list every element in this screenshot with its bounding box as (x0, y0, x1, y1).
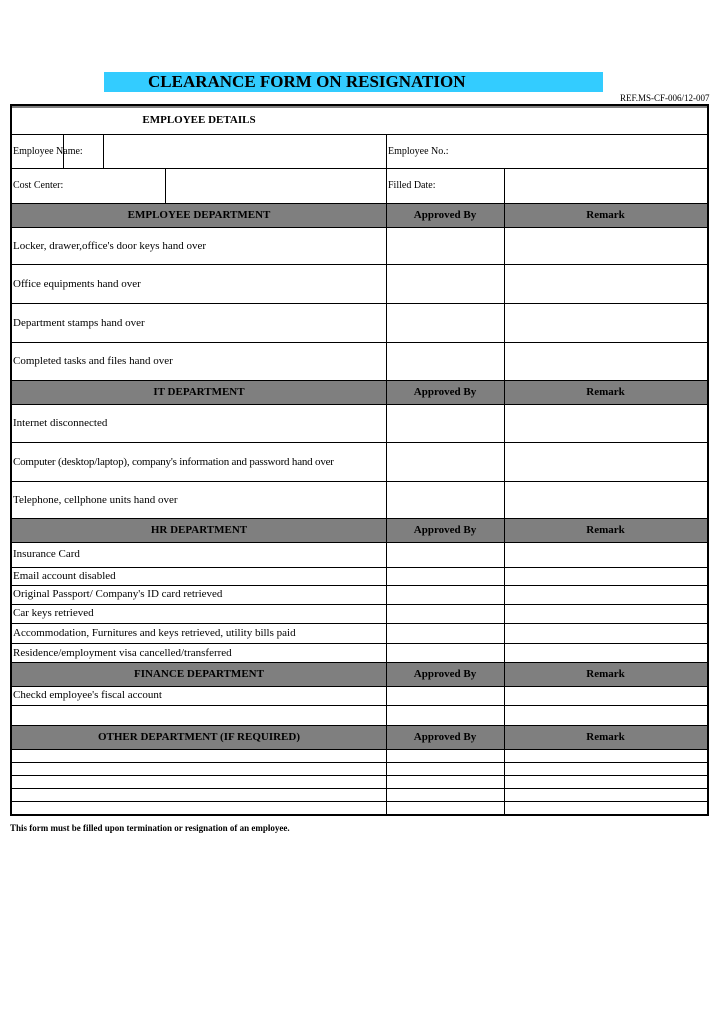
checklist-item: Internet disconnected (13, 417, 108, 429)
top-dark-strip (12, 106, 707, 108)
approved-by-header: Approved By (413, 386, 477, 398)
approved-by-header: Approved By (413, 668, 477, 680)
cost-center-label: Cost Center: (13, 180, 64, 191)
hr-department-title: HR DEPARTMENT (150, 524, 248, 536)
remark-header: Remark (586, 668, 625, 680)
finance-department-title: FINANCE DEPARTMENT (134, 668, 264, 680)
checklist-item: Insurance Card (13, 548, 80, 560)
filled-date-label: Filled Date: (388, 180, 436, 191)
checklist-item: Department stamps hand over (13, 317, 145, 329)
checklist-item: Locker, drawer,office's door keys hand over (13, 240, 207, 252)
reference-number: REF.MS-CF-006/12-007 (620, 93, 710, 103)
checklist-item: Original Passport/ Company's ID card retrieved (13, 588, 223, 600)
checklist-item: Computer (desktop/laptop), company's information and password hand over (13, 456, 334, 468)
form-title: CLEARANCE FORM ON RESIGNATION (148, 72, 466, 91)
remark-header: Remark (586, 524, 625, 536)
checklist-item: Email account disabled (13, 570, 116, 582)
checklist-item: Telephone, cellphone units hand over (13, 494, 178, 506)
employee-department-title: EMPLOYEE DEPARTMENT (127, 209, 271, 221)
checklist-item: Accommodation, Furnitures and keys retrieved, utility bills paid (13, 627, 296, 639)
checklist-item: Car keys retrieved (13, 607, 94, 619)
checklist-item: Checkd employee's fiscal account (13, 689, 162, 701)
employee-name-label: Employee Name: (13, 146, 83, 157)
checklist-item: Completed tasks and files hand over (13, 355, 173, 367)
employee-details-heading: EMPLOYEE DETAILS (142, 114, 256, 126)
it-department-title: IT DEPARTMENT (153, 386, 245, 398)
checklist-item: Office equipments hand over (13, 278, 141, 290)
remark-header: Remark (586, 731, 625, 743)
checklist-item: Residence/employment visa cancelled/transferred (13, 647, 232, 659)
remark-header: Remark (586, 209, 625, 221)
approved-by-header: Approved By (413, 209, 477, 221)
remark-header: Remark (586, 386, 625, 398)
approved-by-header: Approved By (413, 524, 477, 536)
other-department-title: OTHER DEPARTMENT (IF REQUIRED) (97, 731, 300, 743)
footer-note: This form must be filled upon termination or resignation of an employee. (10, 823, 290, 833)
employee-number-label: Employee No.: (388, 146, 449, 157)
approved-by-header: Approved By (413, 731, 477, 743)
